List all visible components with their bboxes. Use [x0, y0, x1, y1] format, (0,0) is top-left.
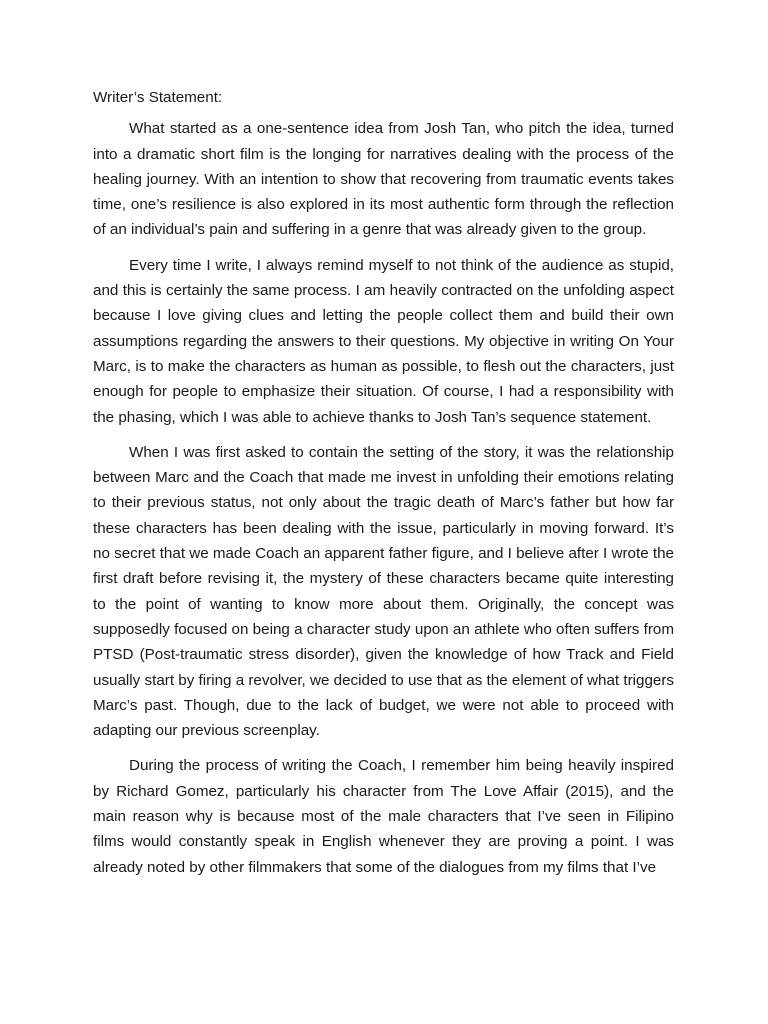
paragraph-1: What started as a one-sentence idea from Josh Tan, who pitch the idea, turned into a dramatic short film is the longing for narratives dealing with the process of the healing journey. With an intention to show that recovering from traumatic events takes time, one’s resilience is also explored in its most authentic form through the reflection of an individual’s pain and suffering in a genre that was already given to the group. [93, 120, 674, 239]
document-page [93, 85, 674, 890]
document-heading: Writer’s Statement: [93, 89, 223, 106]
paragraph-4: During the process of writing the Coach, I remember him being heavily inspired by Richard Gomez, particularly his character from The Love Affair (2015), and the main reason why is because most of the male characters that I’ve seen in Filipino films would constantly speak in English whenever they are proving a point. I was already noted by other filmmakers that some of the dialogues from my films that I’ve [93, 757, 674, 876]
paragraph-2: Every time I write, I always remind myself to not think of the audience as stupid, and this is certainly the same process. I am heavily contracted on the unfolding aspect because I love giving clues and letting the people collect them and build their own assumptions regarding the answers to their questions. My objective in writing On Your Marc, is to make the characters as human as possible, to flesh out the characters, just enough for people to emphasize their situation. Of course, I had a responsibility with the phasing, which I was able to achieve thanks to Josh Tan’s sequence statement. [93, 256, 674, 426]
paragraph-3: When I was first asked to contain the setting of the story, it was the relationship between Marc and the Coach that made me invest in unfolding their emotions relating to their previous status, not only about the tragic death of Marc’s father but how far these characters has been dealing with the issue, particularly in moving forward. It’s no secret that we made Coach an apparent father figure, and I believe after I wrote the first draft before revising it, the mystery of these characters became quite interesting to the point of wanting to know more about them. Originally, the concept was supposedly focused on being a character study upon an athlete who often suffers from PTSD (Post-traumatic stress disorder), given the knowledge of how Track and Field usually start by firing a revolver, we decided to use that as the element of what triggers Marc’s past. Though, due to the lack of budget, we were not able to proceed with adapting our previous screenplay. [93, 443, 674, 740]
